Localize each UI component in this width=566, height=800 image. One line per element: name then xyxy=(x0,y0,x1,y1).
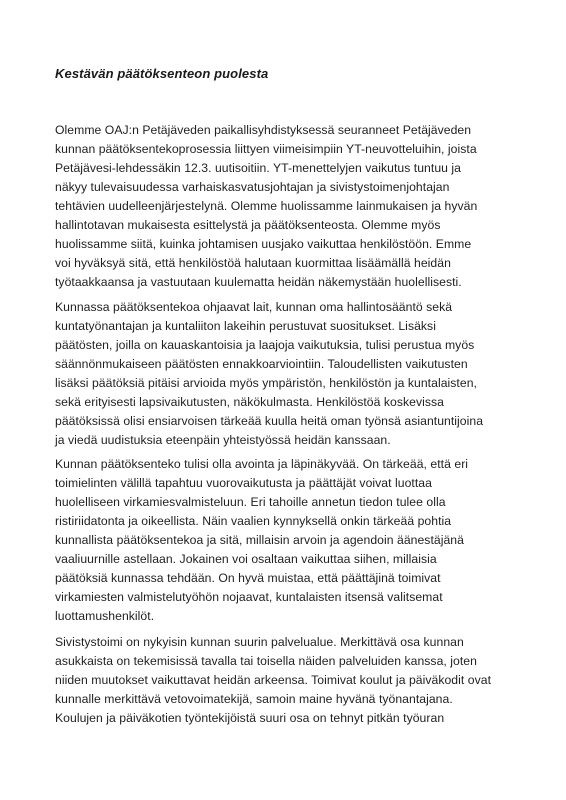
paragraph-line: lisäksi päätöksiä pitäisi arvioida myös ympäristön, henkilöstön ja kuntalaisten, xyxy=(55,376,477,390)
paragraph-line: kunnalle merkittävä vetovoimatekijä, samoin maine hyvänä työnantajana. xyxy=(55,692,453,706)
document-title: Kestävän päätöksenteon puolesta xyxy=(55,66,269,81)
paragraph-line: hallintotavan mukaisesta esittelystä ja päätöksenteosta. Olemme myös xyxy=(55,218,441,232)
paragraph-line: säännönmukaiseen päätösten ennakkoarviointiin. Taloudellisten vaikutusten xyxy=(55,357,468,371)
paragraph-line: huolissamme siitä, kuinka johtamisen uusjako vaikuttaa henkilöstöön. Emme xyxy=(55,237,472,251)
paragraph-line: tehtävien uudelleenjärjestelynä. Olemme huolissamme lainmukaisen ja hyvän xyxy=(55,199,478,213)
paragraph-line: asukkaista on tekemisissä tavalla tai toisella näiden palveluiden kanssa, joten xyxy=(55,654,477,668)
paragraph-line: Olemme OAJ:n Petäjäveden paikallisyhdistyksessä seuranneet Petäjäveden xyxy=(55,123,472,137)
paragraph-line: Koulujen ja päiväkotien työntekijöistä suuri osa on tehnyt pitkän työuran xyxy=(55,711,445,725)
paragraph-line: työtaakkaansa ja vastuutaan kuulematta heidän näkemystään huolellisesti. xyxy=(55,275,462,289)
paragraph-line: luottamushenkilöt. xyxy=(55,609,155,623)
paragraph-3 xyxy=(55,455,468,626)
paragraph-line: ristiriidatonta ja oikeellista. Näin vaalien kynnyksellä onkin tärkeää pohtia xyxy=(55,514,452,528)
paragraph-line: kuntatyönantajan ja kuntaliiton lakeihin perustuvat suositukset. Lisäksi xyxy=(55,319,436,333)
paragraph-line: voi hyväksyä sitä, että henkilöstöä halutaan kuormittaa lisäämällä heidän xyxy=(55,256,451,270)
paragraph-line: niiden muutokset vaikuttavat heidän arkeensa. Toimivat koulut ja päiväkodit ovat xyxy=(55,673,492,687)
paragraph-line: Sivistystoimi on nykyisin kunnan suurin palvelualue. Merkittävä osa kunnan xyxy=(55,635,464,649)
paragraph-line: näkyy tulevaisuudessa varhaiskasvatusjohtajan ja sivistystoimenjohtajan xyxy=(55,180,450,194)
paragraph-line: ja viedä uudistuksia eteenpäin yhteistyössä heidän kanssaan. xyxy=(55,433,391,447)
paragraph-line: päätöksissä olisi ensiarvoisen tärkeää kuulla heitä oman työnsä asiantuntijoina xyxy=(55,414,484,428)
paragraph-1 xyxy=(55,121,477,292)
paragraph-line: päätösten, joilla on kauaskantoisia ja laajoja vaikutuksia, tulisi perustua myös xyxy=(55,338,475,352)
paragraph-2 xyxy=(55,298,483,450)
paragraph-line: Petäjävesi-lehdessäkin 12.3. uutisoitiin. YT-menettelyjen vaikutus tuntuu ja xyxy=(55,161,461,175)
paragraph-line: toimielinten välillä tapahtuu vuorovaikutusta ja päättäjät voivat luottaa xyxy=(55,476,432,490)
paragraph-line: Kunnassa päätöksentekoa ohjaavat lait, kunnan oma hallintosääntö sekä xyxy=(55,300,453,314)
paragraph-line: kunnallista päätöksentekoa ja sitä, millaisin arvoin ja agendoin äänestäjänä xyxy=(55,533,464,547)
paragraph-line: huolelliseen virkamiesvalmisteluun. Eri tahoille annetun tiedon tulee olla xyxy=(55,495,446,509)
paragraph-line: kunnan päätöksentekoprosessia liittyen viimeisimpiin YT-neuvotteluihin, joista xyxy=(55,142,477,156)
paragraph-line: päätöksiä kunnassa tehdään. On hyvä muistaa, että päättäjinä toimivat xyxy=(55,571,441,585)
paragraph-line: sekä erityisesti lapsivaikutusten, näkökulmasta. Henkilöstöä koskevissa xyxy=(55,395,444,409)
paragraph-line: Kunnan päätöksenteko tulisi olla avointa ja läpinäkyvää. On tärkeää, että eri xyxy=(55,457,469,471)
paragraph-line: virkamiesten valmistelutyöhön nojaavat, kuntalaisten itsensä valitsemat xyxy=(55,590,443,604)
paragraph-4 xyxy=(55,633,491,728)
paragraph-line: vaaliuurnille astellaan. Jokainen voi osaltaan vaikuttaa siihen, millaisia xyxy=(55,552,437,566)
